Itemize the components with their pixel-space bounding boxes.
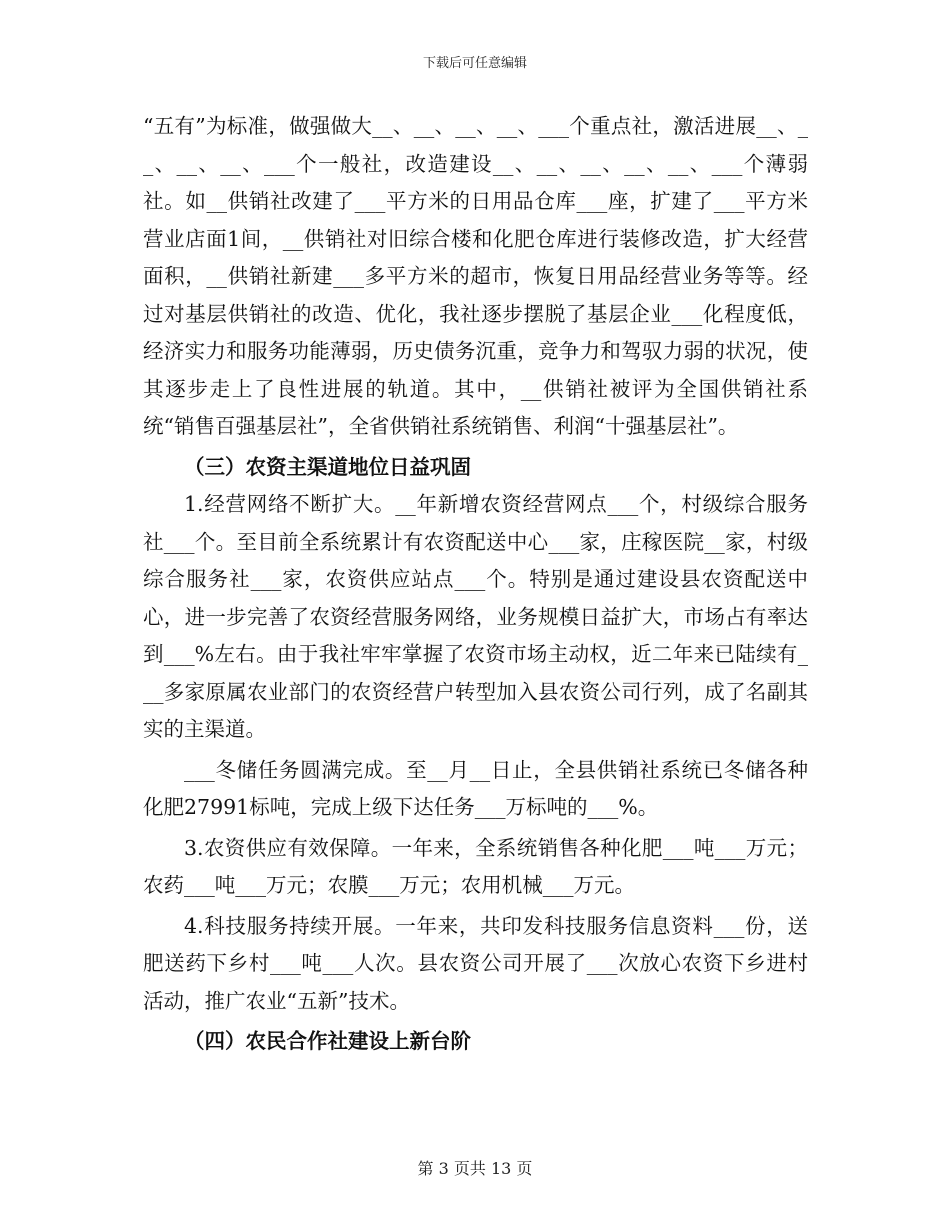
paragraph-network-expansion: 1.经营网络不断扩大。__年新增农资经营网点___个，村级综合服务社___个。至目前全系统累计有农资配送中心___家，庄稼医院__家，村级综合服务社___家，农资供应站点___个。特别是通过建设县农资配送中心，进一步完善了农资经营服务网络，业务规模日益扩大，市场占有率达到___%左右。由于我社牢牢掌握了农资市场主动权，近二年来已陆续有___多家原属农业部门的农资经营户转型加入县农资公司行列，成了名副其实的主渠道。 (143, 492, 808, 741)
paragraph-supply-guarantee: 3.农资供应有效保障。一年来，全系统销售各种化肥___吨___万元；农药___吨___万元；农膜___万元；农用机械___万元。 (143, 835, 808, 897)
section-heading-3: （三）农资主渠道地位日益巩固 (184, 454, 471, 479)
paragraph-cooperative-reform: “五有”为标准，做强做大__、__、__、__、___个重点社，激活进展__、__、__、__、___个一般社，改造建设__、__、__、__、__、___个薄弱社。如__供销社改建了___平方米的日用品仓库___座，扩建了___平方米营业店面1间，__供销社对旧综合楼和化肥仓库进行装修改造，扩大经营面积，__供销社新建___多平方米的超市，恢复日用品经营业务等等。经过对基层供销社的改造、优化，我社逐步摆脱了基层企业___化程度低，经济实力和服务功能薄弱，历史债务沉重，竞争力和驾驭力弱的状况，使其逐步走上了良性进展的轨道。其中，__供销社被评为全国供销社系统“销售百强基层社”，全省供销社系统销售、利润“十强基层社”。 (143, 114, 808, 438)
page-footer: 第 3 页共 13 页 (417, 1159, 533, 1178)
document-body (143, 108, 808, 1061)
page-header: 下载后可任意编辑 (422, 56, 527, 71)
paragraph-tech-service: 4.科技服务持续开展。一年来，共印发科技服务信息资料___份，送肥送药下乡村___吨___人次。县农资公司开展了___次放心农资下乡进村活动，推广农业“五新”技术。 (143, 913, 808, 1013)
section-heading-4: （四）农民合作社建设上新台阶 (184, 1029, 471, 1053)
paragraph-winter-storage: ___冬储任务圆满完成。至__月__日止，全县供销社系统已冬储各种化肥27991标吨，完成上级下达任务___万标吨的___%。 (143, 757, 808, 819)
